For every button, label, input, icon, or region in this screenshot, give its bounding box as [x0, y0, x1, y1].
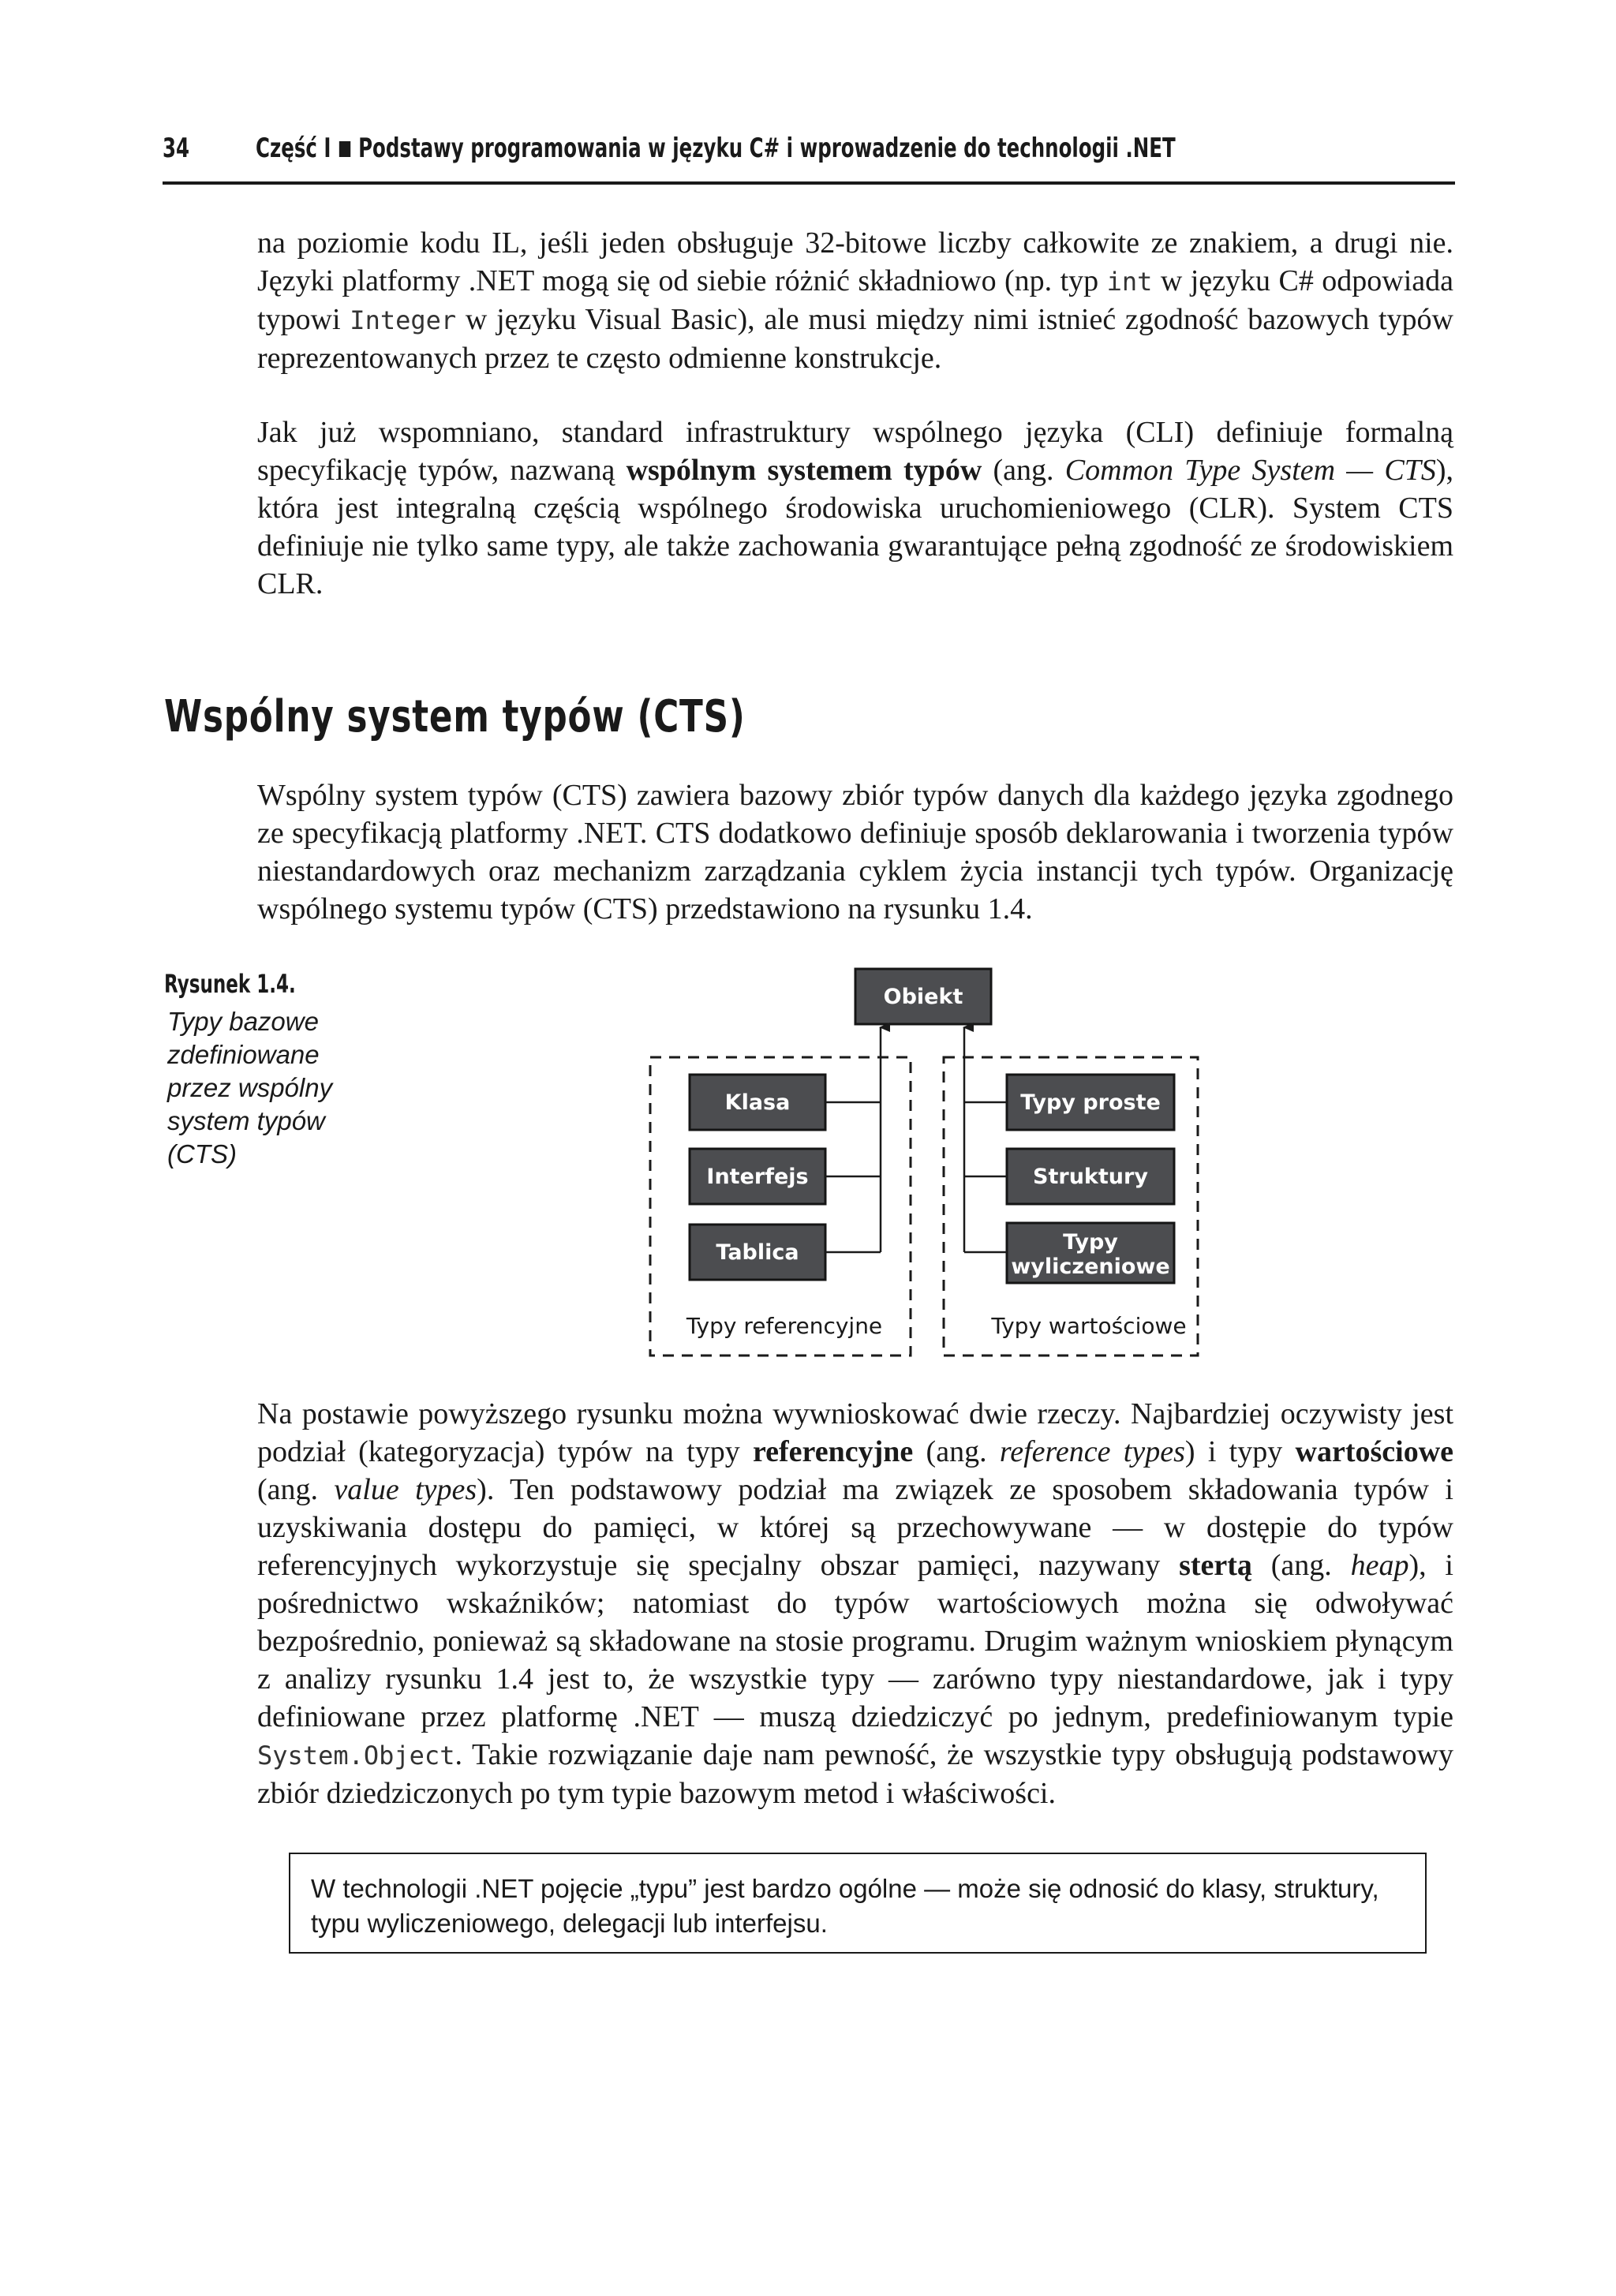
italic-term: heap	[1350, 1549, 1409, 1582]
section-heading: Wspólny system typów (CTS)	[164, 691, 746, 742]
text-run: ) i typy	[1184, 1435, 1296, 1468]
text-run: Jak już wspomniano, standard infrastruktury wspólnego języka (CLI) definiuje formalną specyfikację typów, nazwaną	[257, 416, 1453, 487]
text-run: Na postawie powyższego rysunku można wywnioskować dwie rzeczy. Najbardziej oczywisty jest podział (kategoryzacja) typów na typy	[257, 1397, 1453, 1468]
running-title-text: Podstawy programowania w języku C# i wprowadzenie do technologii .NET	[358, 133, 1176, 164]
paragraph-2	[257, 413, 1453, 603]
diagram-box-struktury-label: Struktury	[1033, 1165, 1148, 1189]
note-text: W technologii .NET pojęcie „typu” jest bardzo ogólne — może się odnosić do klasy, struktury, typu wyliczeniowego, delegacji lub interfejsu.	[311, 1874, 1379, 1938]
bold-term: referencyjne	[752, 1435, 914, 1468]
italic-term: reference types	[999, 1435, 1185, 1468]
text-run: ), i pośrednictwo wskaźników; natomiast do typów wartościowych można się odwoływać bezpośrednio, ponieważ są składowane na stosie programu. Drugim ważnym wnioskiem płynącym z analizy rysunku 1.4 jest to, że wszystkie typy — zarówno typy niestandardowe, jak i typy definiowane przez platformę .NET — muszą dziedziczyć po jednym, predefiniowanym typie	[257, 1549, 1453, 1733]
reference-group-label: Typy referencyjne	[686, 1313, 883, 1339]
diagram-box-interfejs-label: Interfejs	[706, 1165, 809, 1189]
text-run: w języku C# odpowiada typowi	[257, 264, 1454, 336]
running-title	[256, 133, 1176, 164]
diagram-box-typy-wyliczeniowe-label-2: wyliczeniowe	[1011, 1255, 1170, 1279]
text-run: na poziomie kodu IL, jeśli jeden obsługuje 32-bitowe liczby całkowite ze znakiem, a drugi nie. Języki platformy .NET mogą się od siebie różnić składniowo (np. typ	[257, 226, 1453, 297]
figure-caption: Typy bazowe zdefiniowane przez wspólny system typów (CTS)	[167, 1007, 333, 1169]
paragraph-1	[257, 224, 1453, 377]
bold-term: stertą	[1179, 1549, 1252, 1582]
text-run: (ang.	[913, 1435, 1000, 1468]
square-bullet-icon	[339, 141, 350, 157]
paragraph-4	[257, 1395, 1453, 1812]
bold-term: wspólnym systemem typów	[626, 454, 982, 487]
text-run: (ang.	[982, 454, 1065, 487]
italic-term: value types	[334, 1473, 477, 1506]
text-run: (ang.	[257, 1473, 335, 1506]
note-box	[289, 1853, 1427, 1954]
paragraph-3	[257, 776, 1453, 928]
text-run: (ang.	[1251, 1549, 1351, 1582]
inline-code: System.Object	[257, 1741, 455, 1771]
diagram-root-label: Obiekt	[883, 985, 963, 1009]
figure-label: Rysunek 1.4.	[164, 969, 296, 999]
italic-term: Common Type System — CTS	[1064, 454, 1436, 487]
page-number: 34	[163, 133, 190, 164]
diagram-box-klasa-label: Klasa	[724, 1090, 791, 1115]
diagram-box-tablica-label: Tablica	[716, 1240, 799, 1265]
diagram-box-typy-wyliczeniowe-label-1: Typy	[1063, 1230, 1118, 1255]
text-run: . Takie rozwiązanie daje nam pewność, że wszystkie typy obsługują podstawowy zbiór dziedziczonych po tym typie bazowym metod i właściwości.	[257, 1738, 1453, 1810]
text-run: ). Ten podstawowy podział ma związek ze sposobem składowania typów i uzyskiwania dostępu do pamięci, w której są przechowywane — w dostępie do typów referencyjnych wykorzystuje się specjalny obszar pamięci, nazywany	[257, 1473, 1453, 1582]
inline-code: Integer	[350, 305, 457, 335]
text-run: ), która jest integralną częścią wspólnego środowiska uruchomieniowego (CLR). System CTS definiuje nie tylko same typy, ale także zachowania gwarantujące pełną zgodność ze środowiskiem CLR.	[257, 454, 1453, 600]
running-title-part: Część I	[256, 133, 331, 164]
value-group-label: Typy wartościowe	[991, 1313, 1187, 1339]
text-run: w języku Visual Basic), ale musi między nimi istnieć zgodność bazowych typów reprezentowanych przez te często odmienne konstrukcje.	[257, 303, 1453, 375]
diagram-box-typy-proste-label: Typy proste	[1020, 1090, 1161, 1115]
bold-term: wartościowe	[1295, 1435, 1453, 1468]
inline-code: int	[1106, 267, 1153, 297]
cts-diagram	[631, 947, 1215, 1365]
running-header	[163, 133, 1455, 185]
text-run: Wspólny system typów (CTS) zawiera bazowy zbiór typów danych dla każdego języka zgodnego ze specyfikacją platformy .NET. CTS dodatkowo definiuje sposób deklarowania i tworzenia typów niestandardowych oraz mechanizm zarządzania cyklem życia instancji tych typów. Organizację wspólnego systemu typów (CTS) przedstawiono na rysunku 1.4.	[257, 779, 1453, 926]
